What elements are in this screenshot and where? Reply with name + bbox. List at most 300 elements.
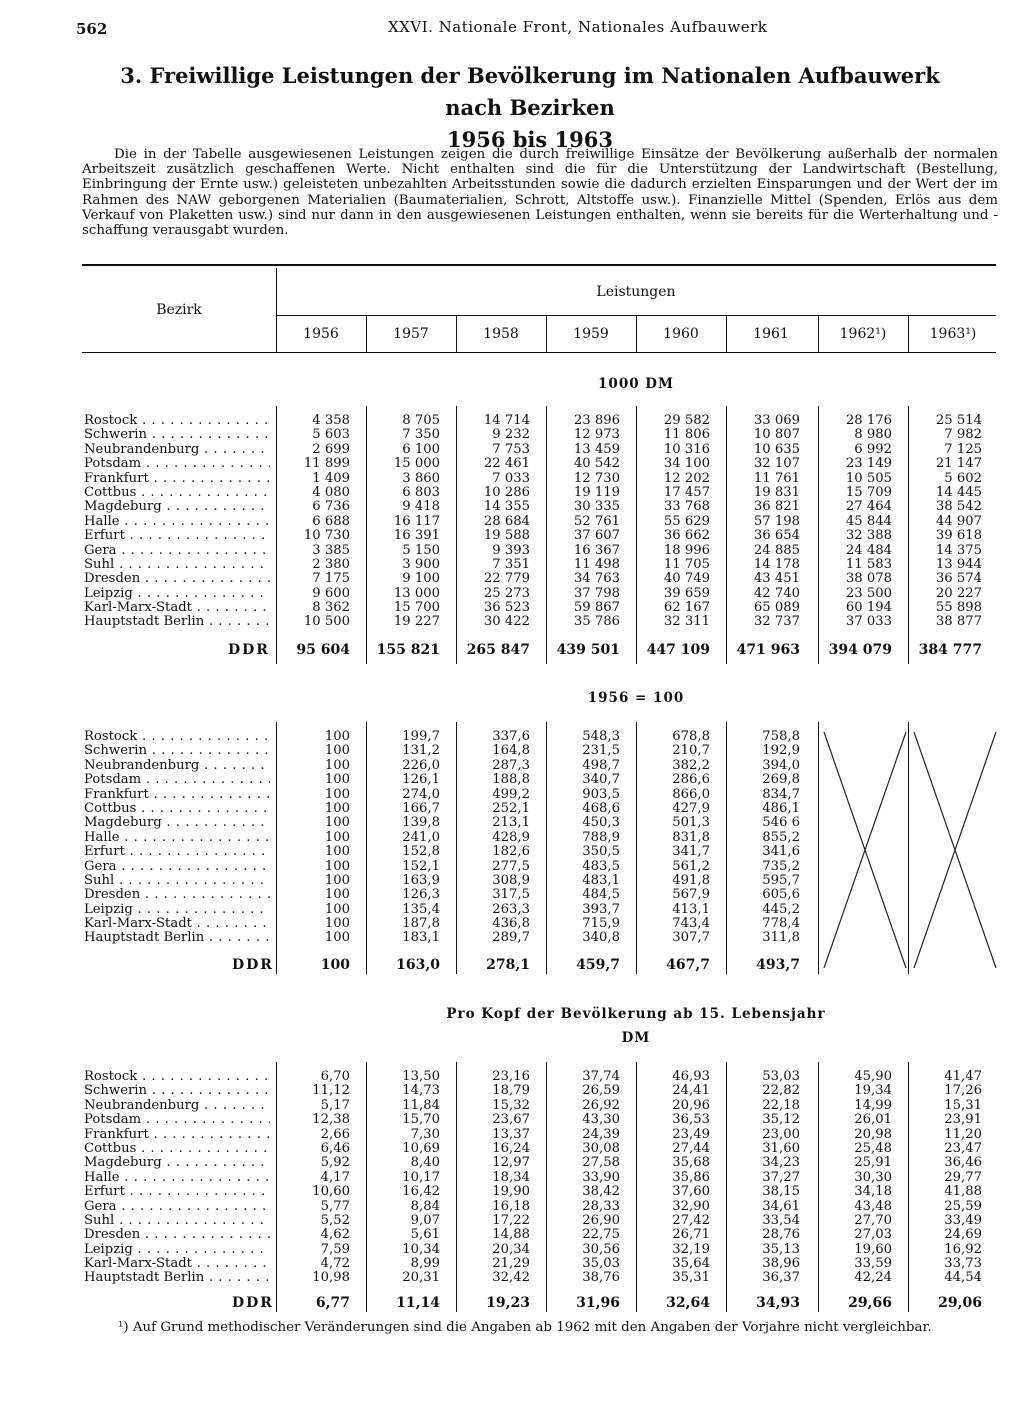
table-cell: 36 821 bbox=[753, 499, 800, 515]
table-cell: 26,59 bbox=[582, 1083, 620, 1099]
bezirk-name: Magdeburg . . . bbox=[84, 500, 270, 514]
bezirk-name: Cottbus . . . bbox=[84, 802, 270, 816]
column-rule bbox=[908, 1062, 909, 1312]
table-cell: 2,66 bbox=[320, 1126, 350, 1142]
table-cell: 166,7 bbox=[402, 800, 440, 816]
table-cell: 14 375 bbox=[935, 542, 982, 558]
table-cell: 19 831 bbox=[753, 484, 800, 500]
table-cell: 19 119 bbox=[573, 484, 620, 500]
table-cell: 27,58 bbox=[582, 1155, 620, 1171]
table-cell: 4 080 bbox=[312, 484, 350, 500]
table-cell: 210,7 bbox=[672, 743, 710, 759]
value-column bbox=[640, 1070, 710, 1286]
bezirk-name: Erfurt . . . bbox=[84, 1185, 270, 1199]
table-cell: 60 194 bbox=[845, 600, 892, 616]
table-cell: 10 505 bbox=[845, 470, 892, 486]
total-cell: 100 bbox=[320, 957, 350, 973]
bezirk-name: Potsdam . . . bbox=[84, 1113, 270, 1127]
table-cell: 100 bbox=[324, 772, 350, 788]
table-cell: 33,54 bbox=[762, 1212, 800, 1228]
value-column bbox=[730, 1070, 800, 1286]
table-cell: 192,9 bbox=[762, 743, 800, 759]
bezirk-name: Erfurt . . . bbox=[84, 529, 270, 543]
table-cell: 8 362 bbox=[312, 600, 350, 616]
total-cell: 11,14 bbox=[396, 1295, 440, 1311]
header-bottom-rule bbox=[82, 352, 996, 353]
table-cell: 7,30 bbox=[410, 1126, 440, 1142]
table-cell: 14 714 bbox=[483, 413, 530, 428]
value-column bbox=[550, 414, 620, 630]
table-cell: 341,7 bbox=[672, 844, 710, 860]
bezirk-name: Rostock . . . bbox=[84, 730, 270, 744]
table-cell: 24 484 bbox=[845, 542, 892, 558]
table-cell: 427,9 bbox=[672, 800, 710, 816]
table-cell: 274,0 bbox=[402, 786, 440, 802]
table-cell: 20,98 bbox=[854, 1126, 892, 1142]
column-rule bbox=[636, 722, 637, 974]
table-cell: 6,70 bbox=[320, 1069, 350, 1084]
table-cell: 17,26 bbox=[944, 1083, 982, 1099]
value-column bbox=[640, 730, 710, 946]
table-cell: 252,1 bbox=[492, 800, 530, 816]
bezirk-names bbox=[84, 414, 270, 630]
value-column bbox=[912, 414, 982, 630]
column-rule bbox=[726, 1062, 727, 1312]
table-cell: 34,61 bbox=[762, 1198, 800, 1214]
table-cell: 6,46 bbox=[320, 1140, 350, 1156]
table-cell: 45,90 bbox=[854, 1069, 892, 1084]
table-cell: 486,1 bbox=[762, 800, 800, 816]
table-cell: 13,37 bbox=[492, 1126, 530, 1142]
table-cell: 28,76 bbox=[762, 1227, 800, 1243]
table-cell: 37 607 bbox=[573, 528, 620, 544]
table-cell: 19 227 bbox=[393, 614, 440, 630]
table-cell: 483,1 bbox=[582, 872, 620, 888]
table-cell: 7 033 bbox=[492, 470, 530, 486]
not-comparable-cross-1963 bbox=[910, 732, 1000, 968]
table-cell: 605,6 bbox=[762, 887, 800, 903]
table-cell: 139,8 bbox=[402, 815, 440, 831]
total-cell: 155 821 bbox=[376, 642, 440, 658]
bezirk-name: Neubrandenburg . . . bbox=[84, 1099, 270, 1113]
table-cell: 33,90 bbox=[582, 1169, 620, 1185]
table-cell: 152,1 bbox=[402, 858, 440, 874]
table-cell: 182,6 bbox=[492, 844, 530, 860]
table-cell: 17 457 bbox=[663, 484, 710, 500]
table-cell: 25,59 bbox=[944, 1198, 982, 1214]
table-cell: 100 bbox=[324, 916, 350, 932]
table-cell: 9 100 bbox=[402, 571, 440, 587]
table-cell: 9 393 bbox=[492, 542, 530, 558]
table-cell: 37 798 bbox=[573, 585, 620, 601]
table-cell: 13 000 bbox=[393, 585, 440, 601]
bezirk-name: Hauptstadt Berlin . . . bbox=[84, 931, 270, 945]
total-cell: 439 501 bbox=[556, 642, 620, 658]
table-cell: 19,60 bbox=[854, 1241, 892, 1257]
table-cell: 15,70 bbox=[402, 1112, 440, 1128]
column-rule bbox=[636, 316, 637, 352]
table-cell: 7 125 bbox=[944, 441, 982, 457]
table-cell: 778,4 bbox=[762, 916, 800, 932]
footnote: ¹) Auf Grund methodischer Veränderungen sind die Angaben ab 1962 mit den Angaben der Vorjahre nicht vergleichbar. bbox=[118, 1320, 932, 1335]
value-column bbox=[280, 730, 350, 946]
table-cell: 35,31 bbox=[672, 1270, 710, 1286]
not-comparable-cross-1962 bbox=[820, 732, 910, 968]
bezirk-name: Leipzig . . . bbox=[84, 587, 270, 601]
table-cell: 546 6 bbox=[762, 815, 800, 831]
table-cell: 23 149 bbox=[845, 456, 892, 472]
year-header: 1962¹) bbox=[839, 326, 887, 342]
column-rule bbox=[546, 722, 547, 974]
table-cell: 22 779 bbox=[483, 571, 530, 587]
column-rule bbox=[456, 316, 457, 352]
table-cell: 20,34 bbox=[492, 1241, 530, 1257]
table-cell: 14,73 bbox=[402, 1083, 440, 1099]
section-label: Pro Kopf der Bevölkerung ab 15. Lebensjahr bbox=[446, 1006, 826, 1022]
table-cell: 10,98 bbox=[312, 1270, 350, 1286]
table-cell: 57 198 bbox=[753, 513, 800, 529]
section-label: 1000 DM bbox=[598, 376, 674, 392]
table-cell: 12 973 bbox=[573, 427, 620, 443]
table-cell: 10 730 bbox=[303, 528, 350, 544]
bezirk-name: Dresden . . . bbox=[84, 1228, 270, 1242]
table-cell: 183,1 bbox=[402, 930, 440, 946]
leistungen-header: Leistungen bbox=[596, 284, 676, 300]
table-cell: 100 bbox=[324, 872, 350, 888]
table-cell: 36,53 bbox=[672, 1112, 710, 1128]
table-cell: 33 768 bbox=[663, 499, 710, 515]
table-cell: 26,71 bbox=[672, 1227, 710, 1243]
table-cell: 743,4 bbox=[672, 916, 710, 932]
table-cell: 12,97 bbox=[492, 1155, 530, 1171]
bezirk-name: Neubrandenburg . . . bbox=[84, 443, 270, 457]
table-cell: 28 176 bbox=[845, 413, 892, 428]
table-cell: 100 bbox=[324, 887, 350, 903]
table-cell: 16,24 bbox=[492, 1140, 530, 1156]
table-cell: 7,59 bbox=[320, 1241, 350, 1257]
table-cell: 20 227 bbox=[935, 585, 982, 601]
table-cell: 3 385 bbox=[312, 542, 350, 558]
section-sublabel: DM bbox=[621, 1030, 651, 1046]
table-cell: 8,40 bbox=[410, 1155, 440, 1171]
table-cell: 16 117 bbox=[393, 513, 440, 529]
column-rule bbox=[818, 1062, 819, 1312]
bezirk-name: Rostock . . . bbox=[84, 414, 270, 428]
table-cell: 11,12 bbox=[312, 1083, 350, 1099]
table-cell: 3 860 bbox=[402, 470, 440, 486]
table-cell: 241,0 bbox=[402, 829, 440, 845]
table-cell: 350,5 bbox=[582, 844, 620, 860]
table-cell: 38 078 bbox=[845, 571, 892, 587]
table-cell: 3 900 bbox=[402, 556, 440, 572]
year-header: 1956 bbox=[303, 326, 339, 342]
bezirk-name: Suhl . . . bbox=[84, 874, 270, 888]
table-cell: 5 603 bbox=[312, 427, 350, 443]
table-cell: 22,18 bbox=[762, 1097, 800, 1113]
bezirk-name: Karl-Marx-Stadt . . . bbox=[84, 601, 270, 615]
table-cell: 135,4 bbox=[402, 901, 440, 917]
table-cell: 788,9 bbox=[582, 829, 620, 845]
table-cell: 17,22 bbox=[492, 1212, 530, 1228]
bezirk-name: Karl-Marx-Stadt . . . bbox=[84, 1257, 270, 1271]
table-cell: 41,88 bbox=[944, 1184, 982, 1200]
table-cell: 468,6 bbox=[582, 800, 620, 816]
table-cell: 43,30 bbox=[582, 1112, 620, 1128]
table-cell: 14 178 bbox=[753, 556, 800, 572]
table-cell: 23,91 bbox=[944, 1112, 982, 1128]
table-cell: 164,8 bbox=[492, 743, 530, 759]
bezirk-name: Frankfurt . . . bbox=[84, 1128, 270, 1142]
table-cell: 9,07 bbox=[410, 1212, 440, 1228]
table-cell: 32,90 bbox=[672, 1198, 710, 1214]
table-cell: 14,99 bbox=[854, 1097, 892, 1113]
table-cell: 28 684 bbox=[483, 513, 530, 529]
table-cell: 28,33 bbox=[582, 1198, 620, 1214]
table-cell: 41,47 bbox=[944, 1069, 982, 1084]
table-cell: 9 232 bbox=[492, 427, 530, 443]
bezirk-name: Rostock . . . bbox=[84, 1070, 270, 1084]
table-cell: 498,7 bbox=[582, 757, 620, 773]
table-cell: 6 688 bbox=[312, 513, 350, 529]
table-cell: 436,8 bbox=[492, 916, 530, 932]
table-cell: 36,46 bbox=[944, 1155, 982, 1171]
table-cell: 100 bbox=[324, 743, 350, 759]
table-cell: 678,8 bbox=[672, 729, 710, 744]
table-cell: 5,77 bbox=[320, 1198, 350, 1214]
column-rule bbox=[366, 406, 367, 664]
bezirk-name: Gera . . . bbox=[84, 860, 270, 874]
table-cell: 6 803 bbox=[402, 484, 440, 500]
column-rule bbox=[366, 722, 367, 974]
bezirk-header: Bezirk bbox=[156, 302, 202, 318]
column-rule bbox=[456, 406, 457, 664]
title-line-1: 3. Freiwillige Leistungen der Bevölkerung im Nationalen Aufbauwerk nach Bezirken bbox=[120, 63, 940, 120]
table-cell: 286,6 bbox=[672, 772, 710, 788]
table-cell: 8 705 bbox=[402, 413, 440, 428]
column-rule bbox=[818, 406, 819, 664]
table-cell: 100 bbox=[324, 757, 350, 773]
total-cell: 163,0 bbox=[396, 957, 440, 973]
column-rule bbox=[366, 316, 367, 352]
table-cell: 758,8 bbox=[762, 729, 800, 744]
table-cell: 33,49 bbox=[944, 1212, 982, 1228]
value-column bbox=[460, 1070, 530, 1286]
bezirk-names bbox=[84, 1070, 270, 1286]
year-header: 1961 bbox=[753, 326, 789, 342]
table-cell: 311,8 bbox=[762, 930, 800, 946]
value-column bbox=[912, 1070, 982, 1286]
table-cell: 15,32 bbox=[492, 1097, 530, 1113]
bezirk-name: Halle . . . bbox=[84, 1171, 270, 1185]
table-cell: 317,5 bbox=[492, 887, 530, 903]
table-cell: 36 654 bbox=[753, 528, 800, 544]
table-cell: 4,17 bbox=[320, 1169, 350, 1185]
table-cell: 27,44 bbox=[672, 1140, 710, 1156]
bezirk-name: Suhl . . . bbox=[84, 558, 270, 572]
table-cell: 16 391 bbox=[393, 528, 440, 544]
table-cell: 22,75 bbox=[582, 1227, 620, 1243]
bezirk-name: Halle . . . bbox=[84, 515, 270, 529]
table-cell: 30 422 bbox=[483, 614, 530, 630]
table-cell: 32 388 bbox=[845, 528, 892, 544]
table-cell: 188,8 bbox=[492, 772, 530, 788]
table-cell: 340,7 bbox=[582, 772, 620, 788]
column-rule bbox=[908, 406, 909, 664]
table-cell: 44,54 bbox=[944, 1270, 982, 1286]
table-cell: 100 bbox=[324, 930, 350, 946]
table-cell: 55 898 bbox=[935, 600, 982, 616]
table-cell: 484,5 bbox=[582, 887, 620, 903]
table-cell: 34,23 bbox=[762, 1155, 800, 1171]
table-cell: 100 bbox=[324, 844, 350, 860]
table-cell: 11,84 bbox=[402, 1097, 440, 1113]
column-rule bbox=[546, 406, 547, 664]
table-cell: 382,2 bbox=[672, 757, 710, 773]
table-cell: 16,18 bbox=[492, 1198, 530, 1214]
table-cell: 100 bbox=[324, 729, 350, 744]
table-cell: 30,56 bbox=[582, 1241, 620, 1257]
table-cell: 13,50 bbox=[402, 1069, 440, 1084]
table-cell: 277,5 bbox=[492, 858, 530, 874]
table-cell: 855,2 bbox=[762, 829, 800, 845]
table-cell: 483,5 bbox=[582, 858, 620, 874]
bezirk-name: Potsdam . . . bbox=[84, 457, 270, 471]
bezirk-name: Karl-Marx-Stadt . . . bbox=[84, 917, 270, 931]
table-cell: 163,9 bbox=[402, 872, 440, 888]
table-cell: 19,34 bbox=[854, 1083, 892, 1099]
bezirk-name: Dresden . . . bbox=[84, 572, 270, 586]
bezirk-names bbox=[84, 730, 270, 946]
total-cell: 31,96 bbox=[576, 1295, 620, 1311]
table-cell: 7 350 bbox=[402, 427, 440, 443]
table-cell: 491,8 bbox=[672, 872, 710, 888]
table-cell: 131,2 bbox=[402, 743, 440, 759]
bezirk-name: Magdeburg . . . bbox=[84, 1156, 270, 1170]
table-cell: 25 514 bbox=[935, 413, 982, 428]
table-cell: 65 089 bbox=[753, 600, 800, 616]
table-cell: 7 175 bbox=[312, 571, 350, 587]
table-cell: 37,27 bbox=[762, 1169, 800, 1185]
table-cell: 10 635 bbox=[753, 441, 800, 457]
value-column bbox=[822, 414, 892, 630]
table-cell: 35,64 bbox=[672, 1256, 710, 1272]
total-cell: 29,66 bbox=[848, 1295, 892, 1311]
total-cell: 447 109 bbox=[646, 642, 710, 658]
page-number: 562 bbox=[76, 20, 108, 38]
table-cell: 38,42 bbox=[582, 1184, 620, 1200]
table-cell: 23,47 bbox=[944, 1140, 982, 1156]
table-cell: 8,84 bbox=[410, 1198, 440, 1214]
total-label: DDR bbox=[228, 642, 270, 658]
table-cell: 226,0 bbox=[402, 757, 440, 773]
table-cell: 36 523 bbox=[483, 600, 530, 616]
table-cell: 32 311 bbox=[663, 614, 710, 630]
table-cell: 35,03 bbox=[582, 1256, 620, 1272]
table-cell: 231,5 bbox=[582, 743, 620, 759]
table-cell: 35,13 bbox=[762, 1241, 800, 1257]
table-cell: 24 885 bbox=[753, 542, 800, 558]
table-cell: 15,31 bbox=[944, 1097, 982, 1113]
table-cell: 337,6 bbox=[492, 729, 530, 744]
table-cell: 35 786 bbox=[573, 614, 620, 630]
bezirk-name: Neubrandenburg . . . bbox=[84, 759, 270, 773]
table-cell: 548,3 bbox=[582, 729, 620, 744]
table-cell: 34 100 bbox=[663, 456, 710, 472]
column-rule bbox=[276, 406, 277, 664]
table-cell: 35,12 bbox=[762, 1112, 800, 1128]
column-rule bbox=[636, 1062, 637, 1312]
table-cell: 14 445 bbox=[935, 484, 982, 500]
table-cell: 9 600 bbox=[312, 585, 350, 601]
table-cell: 26,01 bbox=[854, 1112, 892, 1128]
bezirk-name: Frankfurt . . . bbox=[84, 788, 270, 802]
table-cell: 23,00 bbox=[762, 1126, 800, 1142]
table-cell: 36 574 bbox=[935, 571, 982, 587]
table-cell: 428,9 bbox=[492, 829, 530, 845]
table-cell: 30,08 bbox=[582, 1140, 620, 1156]
table-cell: 8 980 bbox=[854, 427, 892, 443]
table-cell: 45 844 bbox=[845, 513, 892, 529]
table-cell: 34 763 bbox=[573, 571, 620, 587]
table-cell: 866,0 bbox=[672, 786, 710, 802]
table-cell: 715,9 bbox=[582, 916, 620, 932]
table-cell: 38,15 bbox=[762, 1184, 800, 1200]
table-cell: 30,30 bbox=[854, 1169, 892, 1185]
table-cell: 561,2 bbox=[672, 858, 710, 874]
value-column bbox=[730, 414, 800, 630]
table-cell: 100 bbox=[324, 786, 350, 802]
table-cell: 10 316 bbox=[663, 441, 710, 457]
total-cell: 95 604 bbox=[296, 642, 350, 658]
table-cell: 501,3 bbox=[672, 815, 710, 831]
bezirk-column-rule bbox=[276, 268, 277, 352]
table-cell: 6 992 bbox=[854, 441, 892, 457]
total-cell: 19,23 bbox=[486, 1295, 530, 1311]
table-cell: 13 459 bbox=[573, 441, 620, 457]
table-cell: 10 500 bbox=[303, 614, 350, 630]
column-rule bbox=[908, 316, 909, 352]
value-column bbox=[730, 730, 800, 946]
table-cell: 27,42 bbox=[672, 1212, 710, 1228]
table-cell: 199,7 bbox=[402, 729, 440, 744]
table-cell: 11 583 bbox=[845, 556, 892, 572]
table-cell: 11 806 bbox=[663, 427, 710, 443]
table-cell: 35,68 bbox=[672, 1155, 710, 1171]
table-cell: 100 bbox=[324, 800, 350, 816]
table-cell: 38,76 bbox=[582, 1270, 620, 1286]
year-header: 1957 bbox=[393, 326, 429, 342]
total-cell: 278,1 bbox=[486, 957, 530, 973]
table-cell: 37,74 bbox=[582, 1069, 620, 1084]
table-cell: 22 461 bbox=[483, 456, 530, 472]
table-cell: 341,6 bbox=[762, 844, 800, 860]
column-rule bbox=[546, 1062, 547, 1312]
table-cell: 55 629 bbox=[663, 513, 710, 529]
table-cell: 1 409 bbox=[312, 470, 350, 486]
table-cell: 21 147 bbox=[935, 456, 982, 472]
bezirk-name: Erfurt . . . bbox=[84, 845, 270, 859]
table-cell: 287,3 bbox=[492, 757, 530, 773]
column-rule bbox=[726, 316, 727, 352]
year-header: 1958 bbox=[483, 326, 519, 342]
value-column bbox=[280, 414, 350, 630]
total-cell: 29,06 bbox=[938, 1295, 982, 1311]
table-cell: 43,48 bbox=[854, 1198, 892, 1214]
intro-paragraph: Die in der Tabelle ausgewiesenen Leistungen zeigen die durch freiwillige Einsätze der Bevölkerung außerhalb der normalen Arbeitszeit zusätzlich geschaffenen Werte. Nicht enthalten sind die für die Unterstützung der Landwirtschaft (Bestellung, Einbringung der Ernte usw.) geleisteten unbezahlten Arbeitsstunden sowie die dadurch erzielten Einsparungen und der Wert der im Rahmen des NAW geborgenen Materialien (Baumaterialien, Schrott, Altstoffe usw.). Finanzielle Mittel (Spenden, Erlös aus dem Verkauf von Plaketten usw.) sind nur dann in den ausgewiesenen Leistungen enthalten, wenn sie bereits für die Werterhaltung und -schaffung verausgabt wurden. bbox=[82, 147, 998, 239]
total-label: DDR bbox=[232, 957, 274, 973]
table-cell: 100 bbox=[324, 829, 350, 845]
table-cell: 5,92 bbox=[320, 1155, 350, 1171]
